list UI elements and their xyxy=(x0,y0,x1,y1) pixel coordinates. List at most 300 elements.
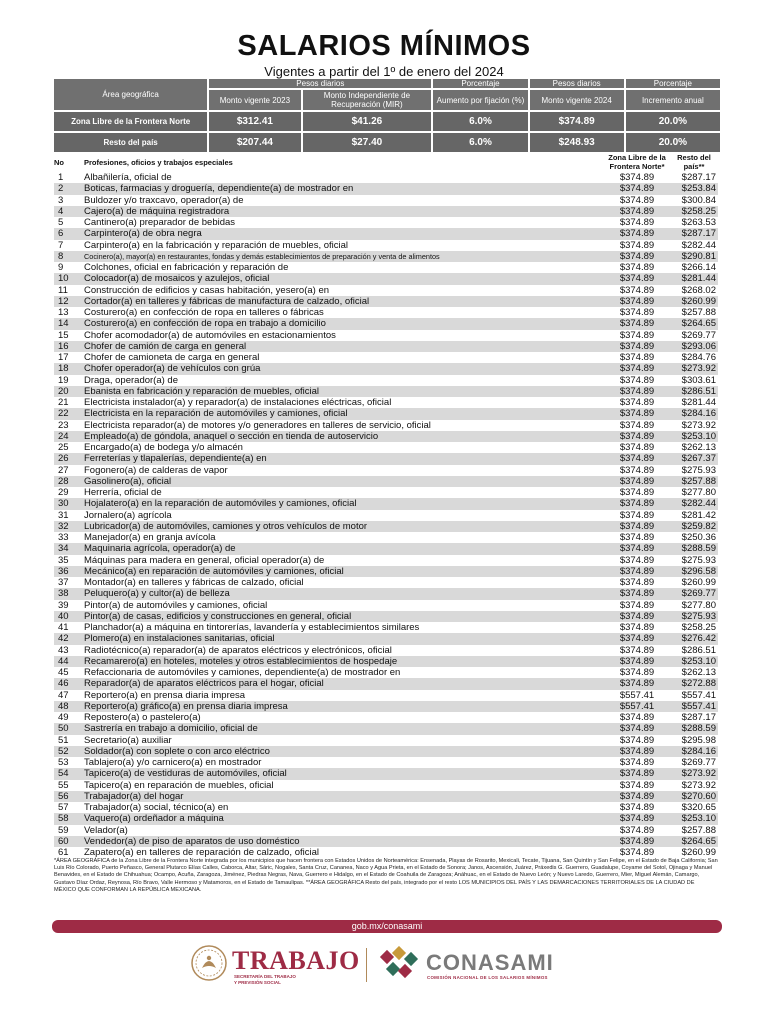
resto-pais-value: $269.77 xyxy=(681,329,716,341)
profession-name: Gasolinero(a), oficial xyxy=(84,475,172,487)
table-row xyxy=(54,723,718,734)
website-link[interactable]: gob.mx/conasami xyxy=(52,920,722,933)
profession-name: Manejador(a) en granja avícola xyxy=(84,532,216,543)
zona-libre-value: $374.89 xyxy=(619,757,655,768)
resto-pais-value: $296.58 xyxy=(681,565,716,577)
resto-pais-value: $277.80 xyxy=(681,487,716,498)
table-row xyxy=(54,825,718,836)
zona-libre-value: $374.89 xyxy=(619,194,655,206)
resto-pais-value: $295.98 xyxy=(681,734,716,746)
zona-libre-value: $374.89 xyxy=(619,802,655,813)
profession-name: Ebanista en fabricación y reparación de muebles, oficial xyxy=(84,385,319,397)
resto-pais-value: $275.93 xyxy=(681,554,716,566)
zona-libre-value: $374.89 xyxy=(619,172,655,183)
row-number: 21 xyxy=(58,397,69,408)
zona-libre-value: $374.89 xyxy=(619,250,655,262)
row-number: 44 xyxy=(58,655,69,667)
row-number: 20 xyxy=(58,385,69,397)
row-number: 19 xyxy=(58,374,69,386)
row-number: 24 xyxy=(58,430,69,442)
row-number: 8 xyxy=(58,250,64,262)
summary-cell: $248.93 xyxy=(530,133,624,152)
zona-libre-value: $374.89 xyxy=(619,768,655,780)
zona-libre-value: $374.89 xyxy=(619,397,655,408)
resto-pais-value: $260.99 xyxy=(681,847,716,858)
table-row xyxy=(54,476,718,487)
table-row xyxy=(54,735,718,746)
profession-name: Draga, operador(a) de xyxy=(84,374,178,386)
resto-pais-value: $290.81 xyxy=(681,250,716,262)
table-row xyxy=(54,330,718,341)
zona-libre-value: $374.89 xyxy=(619,239,655,251)
table-row xyxy=(54,431,718,442)
row-number: 37 xyxy=(58,577,69,588)
resto-pais-value: $259.82 xyxy=(681,520,716,532)
row-number: 57 xyxy=(58,802,69,813)
zona-libre-value: $374.89 xyxy=(619,565,655,577)
summary-cell: 6.0% xyxy=(433,133,527,152)
profession-name: Reportero(a) en prensa diaria impresa xyxy=(84,689,246,701)
resto-pais-value: $276.42 xyxy=(681,633,716,645)
row-number: 1 xyxy=(58,172,64,183)
resto-pais-value: $258.25 xyxy=(681,205,716,217)
resto-pais-value: $253.84 xyxy=(681,183,716,195)
table-row xyxy=(54,465,718,476)
row-number: 60 xyxy=(58,835,69,847)
resto-pais-value: $300.84 xyxy=(681,194,716,206)
summary-area-header: Área geográfica xyxy=(54,79,207,110)
resto-pais-value: $275.93 xyxy=(681,610,716,622)
summary-area-name: Zona Libre de la Frontera Norte xyxy=(54,112,207,131)
profession-name: Planchador(a) a máquina en tintorerías, lavandería y establecimientos similares xyxy=(84,622,420,633)
profession-name: Boticas, farmacias y droguería, dependiente(a) de mostrador en xyxy=(84,183,354,195)
zona-libre-value: $374.89 xyxy=(619,464,655,476)
table-row xyxy=(54,690,718,701)
summary-cell: $312.41 xyxy=(209,112,300,131)
resto-pais-value: $268.02 xyxy=(681,284,716,296)
table-row xyxy=(54,712,718,723)
resto-pais-value: $257.88 xyxy=(681,475,716,487)
zona-libre-value: $557.41 xyxy=(619,700,655,712)
resto-pais-value: $264.65 xyxy=(681,318,716,330)
table-row xyxy=(54,633,718,644)
zona-libre-value: $374.89 xyxy=(619,408,655,420)
profession-name: Chofer operador(a) de vehículos con grúa xyxy=(84,363,261,375)
table-row xyxy=(54,757,718,768)
zona-libre-value: $374.89 xyxy=(619,723,655,735)
resto-pais-value: $262.13 xyxy=(681,442,716,453)
resto-pais-value: $277.80 xyxy=(681,599,716,611)
footer-logos xyxy=(0,940,768,1000)
table-row xyxy=(54,228,718,239)
row-number: 10 xyxy=(58,273,69,285)
zona-libre-value: $374.89 xyxy=(619,363,655,375)
profession-name: Zapatero(a) en talleres de reparación de calzado, oficial xyxy=(84,847,319,858)
profession-name: Vendedor(a) de piso de aparatos de uso doméstico xyxy=(84,835,300,847)
zona-libre-value: $374.89 xyxy=(619,599,655,611)
trabajo-wordmark: TRABAJO xyxy=(232,946,360,975)
row-number: 42 xyxy=(58,633,69,645)
zona-libre-value: $374.89 xyxy=(619,442,655,453)
table-row xyxy=(54,780,718,791)
resto-pais-value: $281.44 xyxy=(681,273,716,285)
page-subtitle: Vigentes a partir del 1º de enero del 2024 xyxy=(264,64,504,79)
table-row xyxy=(54,847,718,858)
row-number: 27 xyxy=(58,464,69,476)
resto-pais-value: $281.42 xyxy=(681,509,716,521)
table-row xyxy=(54,566,718,577)
profession-name: Chofer de camioneta de carga en general xyxy=(84,352,260,363)
summary-col-header: Incremento anual xyxy=(626,90,720,110)
summary-group-header: Porcentaje xyxy=(433,79,527,88)
summary-cell: 20.0% xyxy=(626,133,720,152)
table-row xyxy=(54,251,718,262)
resto-pais-value: $286.51 xyxy=(681,644,716,656)
zona-libre-value: $374.89 xyxy=(619,352,655,363)
resto-pais-value: $284.16 xyxy=(681,745,716,757)
row-number: 36 xyxy=(58,565,69,577)
table-row xyxy=(54,577,718,588)
profession-name: Trabajador(a) social, técnico(a) en xyxy=(84,802,229,813)
footnote: *ÁREA GEOGRÁFICA de la Zona Libre de la Frontera Norte integrada por los municipios que hacen frontera con Estados Unidos de Norteamérica: Ensenada, Playas de Rosarito, Mexicali, Tecate, Tijuana, San Quintín y San Felipe, en el Estado de Baja California; San Luis Río Colorado, Puerto Peñasco, General Plutarco Elías Calles, Caborca, Altar, Sáric, Nogales, Santa Cruz, Cananea, Naco y Agua Prieta, en el Estado de Sonora; Janos, Ascensión, Juárez, Práxedis G. Guerrero, Guadalupe, Coyame del Sotol, Ojinaga y Manuel Benavides, en el Estado de Chihuahua; Ocampo, Acuña, Zaragoza, Jiménez, Piedras Negras, Nava, Guerrero e Hidalgo, en el Estado de Coahuila de Zaragoza; Anáhuac, en el Estado de Nuevo León; y Nuevo Laredo, Guerrero, Mier, Miguel Alemán, Camargo, Gustavo Díaz Ordaz, Reynosa, Río Bravo, Valle Hermoso y Matamoros, en el Estado de Tamaulipas. **ÁREA GEOGRÁFICA Resto del país, integrado por el resto LOS MUNICIPIOS DEL PAÍS Y LAS DEMARCACIONES TERRITORIALES DE LA CIUDAD DE MÉXICO QUE CONFORMAN LA REPÚBLICA MEXICANA. xyxy=(54,858,718,893)
resto-pais-value: $303.61 xyxy=(681,374,716,386)
summary-group-header: Pesos diarios xyxy=(209,79,431,88)
header-no: No xyxy=(54,157,64,167)
table-row xyxy=(54,622,718,633)
profession-name: Tapicero(a) de vestiduras de automóviles, oficial xyxy=(84,768,287,780)
zona-libre-value: $374.89 xyxy=(619,678,655,690)
table-row xyxy=(54,183,718,194)
row-number: 16 xyxy=(58,340,69,352)
professions-rows xyxy=(54,172,718,858)
table-row xyxy=(54,397,718,408)
table-row xyxy=(54,195,718,206)
summary-group-header: Pesos diarios xyxy=(530,79,624,88)
table-row xyxy=(54,442,718,453)
zona-libre-value: $374.89 xyxy=(619,340,655,352)
zona-libre-value: $374.89 xyxy=(619,217,655,228)
resto-pais-value: $270.60 xyxy=(681,790,716,802)
logo-divider xyxy=(366,948,367,982)
profession-name: Costurero(a) en confección de ropa en trabajo a domicilio xyxy=(84,318,326,330)
profession-name: Cantinero(a) preparador de bebidas xyxy=(84,217,236,228)
summary-row xyxy=(54,112,720,131)
profession-name: Electricista en la reparación de automóviles y camiones, oficial xyxy=(84,408,348,420)
table-row xyxy=(54,667,718,678)
zona-libre-value: $374.89 xyxy=(619,430,655,442)
table-row xyxy=(54,386,718,397)
resto-pais-value: $269.77 xyxy=(681,757,716,768)
zona-libre-value: $374.89 xyxy=(619,475,655,487)
row-number: 51 xyxy=(58,734,69,746)
resto-pais-value: $287.17 xyxy=(681,172,716,183)
table-row xyxy=(54,363,718,374)
summary-cell: $374.89 xyxy=(530,112,624,131)
summary-area-name: Resto del país xyxy=(54,133,207,152)
page-title: SALARIOS MÍNIMOS xyxy=(237,30,531,62)
table-row xyxy=(54,318,718,329)
table-row xyxy=(54,768,718,779)
row-number: 22 xyxy=(58,408,69,420)
zona-libre-value: $374.89 xyxy=(619,262,655,273)
row-number: 54 xyxy=(58,768,69,780)
zona-libre-value: $374.89 xyxy=(619,824,655,836)
table-row xyxy=(54,285,718,296)
profession-name: Colchones, oficial en fabricación y reparación de xyxy=(84,262,289,273)
trabajo-subtitle-line: SECRETARÍA DEL TRABAJO xyxy=(234,974,296,979)
profession-name: Lubricador(a) de automóviles, camiones y otros vehículos de motor xyxy=(84,520,368,532)
profession-name: Electricista instalador(a) y reparador(a) de instalaciones eléctricas, oficial xyxy=(84,397,392,408)
profession-name: Reportero(a) gráfico(a) en prensa diaria impresa xyxy=(84,700,288,712)
zona-libre-value: $374.89 xyxy=(619,295,655,307)
zona-libre-value: $374.89 xyxy=(619,520,655,532)
resto-pais-value: $286.51 xyxy=(681,385,716,397)
resto-pais-value: $557.41 xyxy=(681,700,716,712)
profession-name: Mecánico(a) en reparación de automóviles y camiones, oficial xyxy=(84,565,344,577)
row-number: 38 xyxy=(58,588,69,600)
profession-name: Encargado(a) de bodega y/o almacén xyxy=(84,442,243,453)
row-number: 59 xyxy=(58,824,69,836)
trabajo-subtitle-line: Y PREVISIÓN SOCIAL xyxy=(234,979,281,985)
profession-name: Jornalero(a) agrícola xyxy=(84,509,172,521)
row-number: 47 xyxy=(58,689,69,701)
table-row xyxy=(54,600,718,611)
resto-pais-value: $272.88 xyxy=(681,678,716,690)
row-number: 35 xyxy=(58,554,69,566)
profession-name: Albañilería, oficial de xyxy=(84,172,172,183)
trabajo-logo xyxy=(190,944,360,988)
row-number: 3 xyxy=(58,194,64,206)
table-row xyxy=(54,611,718,622)
resto-pais-value: $267.37 xyxy=(681,453,716,465)
profession-name: Radiotécnico(a) reparador(a) de aparatos eléctricos y electrónicos, oficial xyxy=(84,644,392,656)
table-row xyxy=(54,678,718,689)
zona-libre-value: $374.89 xyxy=(619,228,655,240)
summary-col-header: Aumento por fijación (%) xyxy=(433,90,527,110)
table-row xyxy=(54,420,718,431)
row-number: 9 xyxy=(58,262,64,273)
resto-pais-value: $557.41 xyxy=(681,689,716,701)
row-number: 61 xyxy=(58,847,69,858)
zona-libre-value: $374.89 xyxy=(619,790,655,802)
zona-libre-value: $374.89 xyxy=(619,712,655,723)
resto-pais-value: $284.16 xyxy=(681,408,716,420)
profession-name: Ferreterías y tlapalerías, dependiente(a) en xyxy=(84,453,267,465)
zona-libre-value: $374.89 xyxy=(619,610,655,622)
profession-name: Peluquero(a) y cultor(a) de belleza xyxy=(84,588,230,600)
conasami-wordmark: CONASAMI xyxy=(426,950,554,975)
row-number: 32 xyxy=(58,520,69,532)
profession-name: Maquinaria agrícola, operador(a) de xyxy=(84,543,236,555)
table-row xyxy=(54,217,718,228)
resto-pais-value: $266.14 xyxy=(681,262,716,273)
row-number: 30 xyxy=(58,498,69,510)
row-number: 43 xyxy=(58,644,69,656)
profession-name: Refaccionaria de automóviles y camiones, dependiente(a) de mostrador en xyxy=(84,667,401,678)
row-number: 45 xyxy=(58,667,69,678)
zona-libre-value: $374.89 xyxy=(619,633,655,645)
table-row xyxy=(54,656,718,667)
summary-col-header: Monto vigente 2024 xyxy=(530,90,624,110)
zona-libre-value: $374.89 xyxy=(619,284,655,296)
resto-pais-value: $273.92 xyxy=(681,363,716,375)
row-number: 41 xyxy=(58,622,69,633)
table-row xyxy=(54,543,718,554)
table-row xyxy=(54,206,718,217)
profession-name: Soldador(a) con soplete o con arco eléctrico xyxy=(84,745,270,757)
resto-pais-value: $250.36 xyxy=(681,532,716,543)
resto-pais-value: $260.99 xyxy=(681,577,716,588)
resto-pais-value: $282.44 xyxy=(681,239,716,251)
resto-pais-value: $273.92 xyxy=(681,779,716,791)
resto-pais-value: $287.17 xyxy=(681,228,716,240)
puzzle-pieces-icon xyxy=(378,946,422,984)
summary-cell: 6.0% xyxy=(433,112,527,131)
resto-pais-value: $320.65 xyxy=(681,802,716,813)
row-number: 53 xyxy=(58,757,69,768)
profession-name: Pintor(a) de casas, edificios y construcciones en general, oficial xyxy=(84,610,352,622)
resto-pais-value: $262.13 xyxy=(681,667,716,678)
profession-name: Recamarero(a) en hoteles, moteles y otros establecimientos de hospedaje xyxy=(84,655,398,667)
row-number: 6 xyxy=(58,228,64,240)
summary-row xyxy=(54,133,720,152)
zona-libre-value: $374.89 xyxy=(619,655,655,667)
table-row xyxy=(54,172,718,183)
profession-name: Chofer de camión de carga en general xyxy=(84,340,247,352)
header-profession: Profesiones, oficios y trabajos especiales xyxy=(84,157,233,167)
zona-libre-value: $374.89 xyxy=(619,329,655,341)
resto-pais-value: $288.59 xyxy=(681,543,716,555)
zona-libre-value: $374.89 xyxy=(619,779,655,791)
profession-name: Colocador(a) de mosaicos y azulejos, oficial xyxy=(84,273,270,285)
row-number: 25 xyxy=(58,442,69,453)
profession-name: Plomero(a) en instalaciones sanitarias, oficial xyxy=(84,633,275,645)
row-number: 26 xyxy=(58,453,69,465)
profession-name: Máquinas para madera en general, oficial operador(a) de xyxy=(84,554,325,566)
profession-name: Secretario(a) auxiliar xyxy=(84,734,172,746)
table-row xyxy=(54,510,718,521)
professions-table xyxy=(54,152,718,858)
resto-pais-value: $257.88 xyxy=(681,307,716,318)
zona-libre-value: $374.89 xyxy=(619,847,655,858)
resto-pais-value: $273.92 xyxy=(681,419,716,431)
zona-libre-value: $374.89 xyxy=(619,453,655,465)
conasami-subtitle: COMISIÓN NACIONAL DE LOS SALARIOS MÍNIMOS xyxy=(427,975,548,980)
table-row xyxy=(54,375,718,386)
resto-pais-value: $293.06 xyxy=(681,340,716,352)
resto-pais-value: $263.53 xyxy=(681,217,716,228)
zona-libre-value: $374.89 xyxy=(619,273,655,285)
row-number: 17 xyxy=(58,352,69,363)
table-row xyxy=(54,240,718,251)
row-number: 48 xyxy=(58,700,69,712)
mexico-seal-icon xyxy=(190,944,228,982)
profession-name: Sastrería en trabajo a domicilio, oficial de xyxy=(84,723,258,735)
zona-libre-value: $374.89 xyxy=(619,667,655,678)
resto-pais-value: $253.10 xyxy=(681,430,716,442)
profession-name: Chofer acomodador(a) de automóviles en estacionamientos xyxy=(84,329,336,341)
row-number: 33 xyxy=(58,532,69,543)
zona-libre-value: $374.89 xyxy=(619,318,655,330)
summary-cell: 20.0% xyxy=(626,112,720,131)
row-number: 55 xyxy=(58,779,69,791)
summary-cell: $27.40 xyxy=(303,133,432,152)
row-number: 12 xyxy=(58,295,69,307)
zona-libre-value: $374.89 xyxy=(619,622,655,633)
summary-group-header: Porcentaje xyxy=(626,79,720,88)
profession-name: Montador(a) en talleres y fábricas de calzado, oficial xyxy=(84,577,304,588)
zona-libre-value: $374.89 xyxy=(619,577,655,588)
profession-name: Construcción de edificios y casas habitación, yesero(a) en xyxy=(84,284,330,296)
table-row xyxy=(54,813,718,824)
profession-name: Reparador(a) de aparatos eléctricos para el hogar, oficial xyxy=(84,678,324,690)
row-number: 52 xyxy=(58,745,69,757)
resto-pais-value: $257.88 xyxy=(681,824,716,836)
resto-pais-value: $284.76 xyxy=(681,352,716,363)
resto-pais-value: $264.65 xyxy=(681,835,716,847)
row-number: 18 xyxy=(58,363,69,375)
resto-pais-value: $287.17 xyxy=(681,712,716,723)
table-row xyxy=(54,498,718,509)
resto-pais-value: $253.10 xyxy=(681,813,716,825)
table-row xyxy=(54,802,718,813)
summary-cell: $207.44 xyxy=(209,133,300,152)
zona-libre-value: $374.89 xyxy=(619,734,655,746)
row-number: 13 xyxy=(58,307,69,318)
row-number: 2 xyxy=(58,183,64,195)
profession-name: Buldozer y/o traxcavo, operador(a) de xyxy=(84,194,244,206)
profession-name: Carpintero(a) en la fabricación y reparación de muebles, oficial xyxy=(84,239,349,251)
header-resto-pais: Resto del país** xyxy=(677,153,711,171)
profession-name: Cocinero(a), mayor(a) en restaurantes, fondas y demás establecimientos de preparación y venta de alimentos xyxy=(84,251,440,261)
row-number: 34 xyxy=(58,543,69,555)
row-number: 28 xyxy=(58,475,69,487)
row-number: 5 xyxy=(58,217,64,228)
profession-name: Repostero(a) o pastelero(a) xyxy=(84,712,201,723)
table-row xyxy=(54,262,718,273)
table-row xyxy=(54,453,718,464)
table-row xyxy=(54,588,718,599)
table-row xyxy=(54,487,718,498)
header-zona-libre: Zona Libre de la Frontera Norte* xyxy=(608,153,666,171)
zona-libre-value: $374.89 xyxy=(619,205,655,217)
zona-libre-value: $374.89 xyxy=(619,644,655,656)
row-number: 40 xyxy=(58,610,69,622)
conasami-logo xyxy=(378,944,588,988)
row-number: 11 xyxy=(58,284,68,296)
zona-libre-value: $374.89 xyxy=(619,813,655,825)
profession-name: Tablajero(a) y/o carnicero(a) en mostrador xyxy=(84,757,262,768)
zona-libre-value: $374.89 xyxy=(619,835,655,847)
row-number: 7 xyxy=(58,239,64,251)
resto-pais-value: $273.92 xyxy=(681,768,716,780)
resto-pais-value: $253.10 xyxy=(681,655,716,667)
zona-libre-value: $374.89 xyxy=(619,554,655,566)
summary-cell: $41.26 xyxy=(303,112,432,131)
resto-pais-value: $269.77 xyxy=(681,588,716,600)
table-row xyxy=(54,296,718,307)
profession-name: Vaquero(a) ordeñador a máquina xyxy=(84,813,224,825)
profession-name: Cortador(a) en talleres y fábricas de manufactura de calzado, oficial xyxy=(84,295,370,307)
table-row xyxy=(54,352,718,363)
row-number: 14 xyxy=(58,318,69,330)
resto-pais-value: $275.93 xyxy=(681,464,716,476)
resto-pais-value: $281.44 xyxy=(681,397,716,408)
zona-libre-value: $374.89 xyxy=(619,588,655,600)
table-row xyxy=(54,341,718,352)
profession-name: Tapicero(a) en reparación de muebles, oficial xyxy=(84,779,274,791)
table-row xyxy=(54,746,718,757)
